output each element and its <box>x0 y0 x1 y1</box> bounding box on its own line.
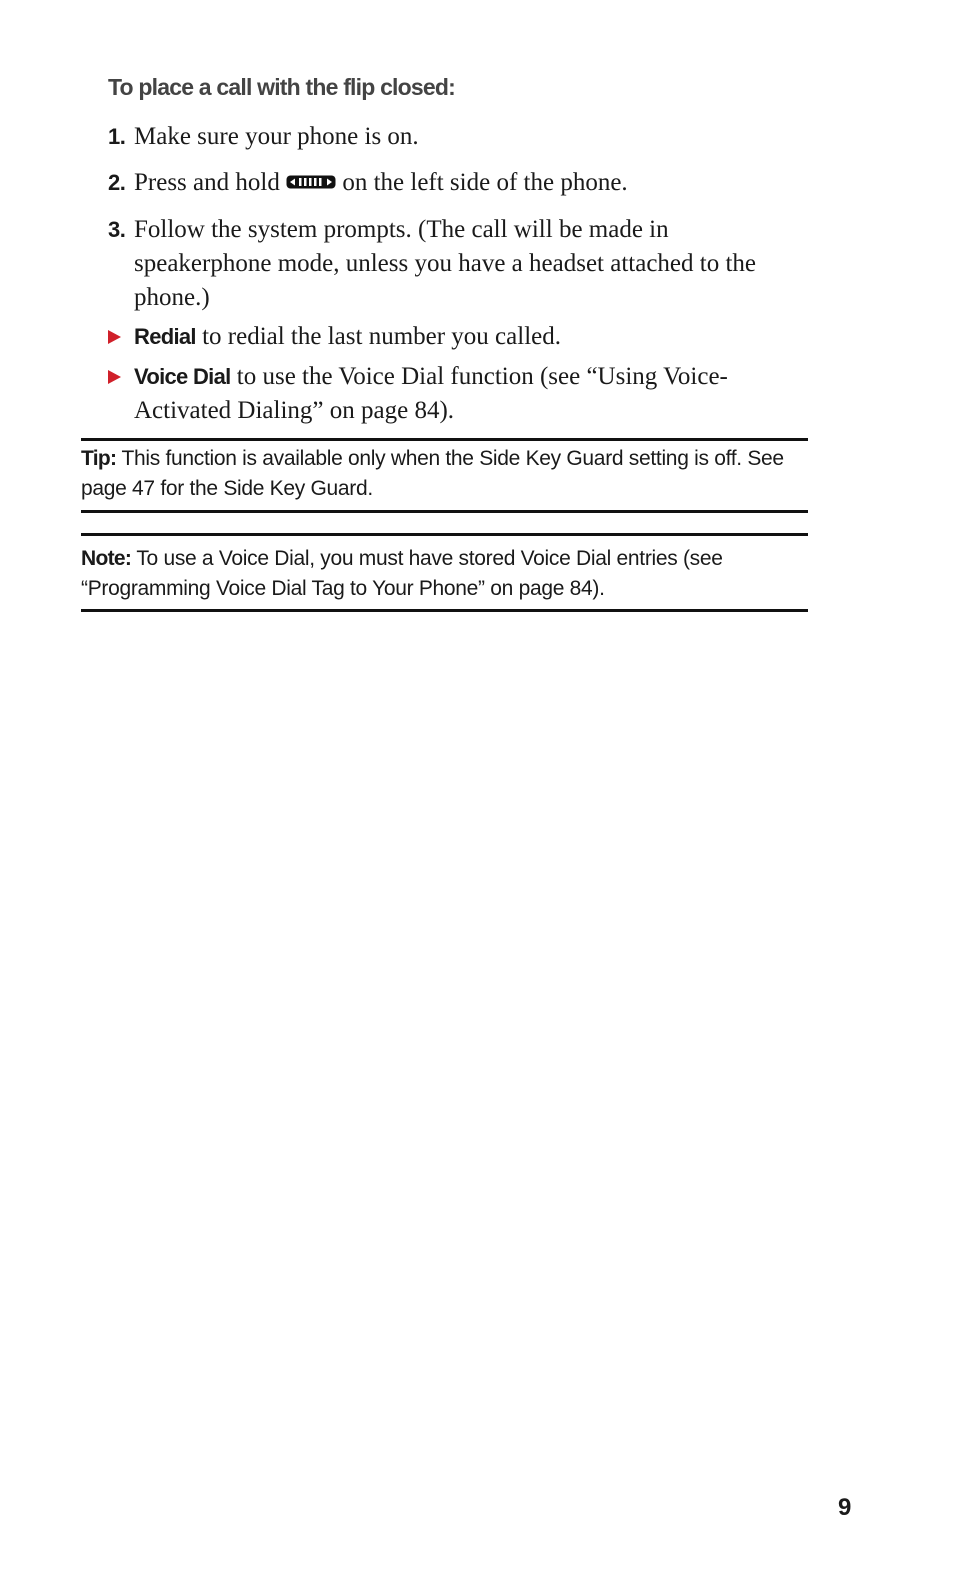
step-1 <box>108 120 808 154</box>
section-heading: To place a call with the flip closed: <box>108 74 455 100</box>
step-text-container <box>134 166 808 200</box>
side-key-icon <box>286 175 336 189</box>
triangle-bullet-icon <box>108 370 121 384</box>
tip-bottom-rule <box>81 510 808 513</box>
step-number: 2. <box>108 170 126 195</box>
option-description: to redial the last number you called. <box>202 323 561 350</box>
option-keyword: Redial <box>134 324 196 349</box>
option-text-container <box>134 360 788 428</box>
page-number: 9 <box>838 1494 852 1521</box>
option-description: to use the Voice Dial function (see “Using Voice-Activated Dialing” on page 84). <box>134 363 728 424</box>
option-keyword: Voice Dial <box>134 364 231 389</box>
step-number: 3. <box>108 217 126 242</box>
note-bottom-rule <box>81 609 808 612</box>
step-number: 1. <box>108 124 126 149</box>
tip-label: Tip: <box>81 447 117 470</box>
note-box <box>81 544 808 604</box>
option-voice-dial <box>108 360 788 428</box>
option-text-container <box>134 320 788 354</box>
tip-box <box>81 444 808 504</box>
step-text: Follow the system prompts. (The call will be made in speakerphone mode, unless you have a headset attached to the phone.) <box>134 216 756 311</box>
tip-top-rule <box>81 438 808 441</box>
step-text: Make sure your phone is on. <box>134 123 419 150</box>
tip-text: This function is available only when the Side Key Guard setting is off. See page 47 for the Side Key Guard. <box>81 447 784 500</box>
note-top-rule <box>81 533 808 536</box>
step-2 <box>108 166 808 200</box>
note-label: Note: <box>81 547 132 570</box>
triangle-bullet-icon <box>108 330 121 344</box>
step-text-after: on the left side of the phone. <box>342 169 628 196</box>
note-text: To use a Voice Dial, you must have stored Voice Dial entries (see “Programming Voice Dial Tag to Your Phone” on page 84). <box>81 547 723 600</box>
step-3 <box>108 213 808 315</box>
option-redial <box>108 320 788 354</box>
step-text-before: Press and hold <box>134 169 280 196</box>
